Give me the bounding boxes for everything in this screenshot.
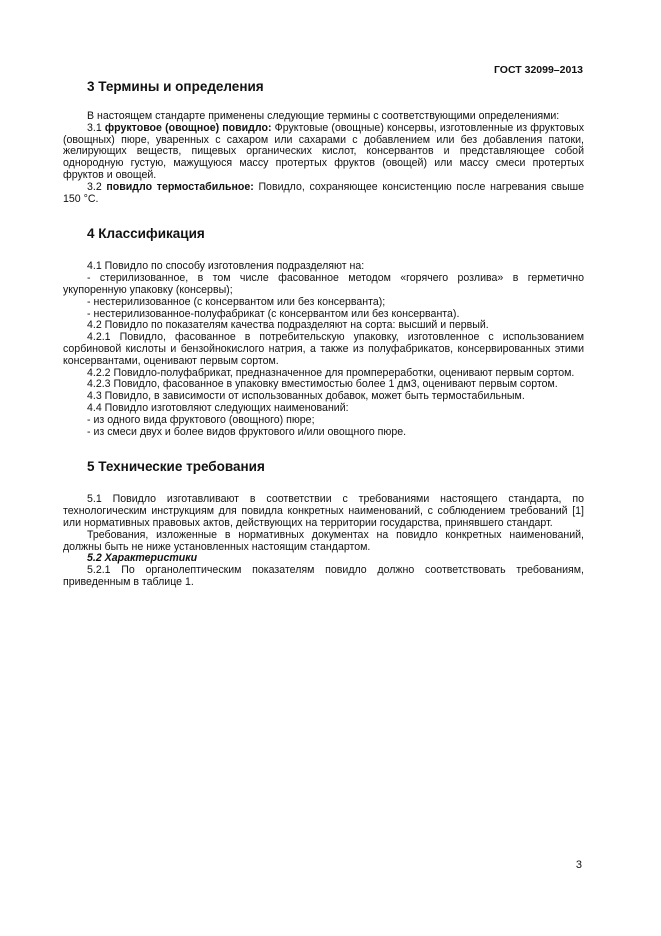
term-3-1 — [63, 123, 584, 182]
paragraph: - из смеси двух и более видов фруктового и/или овощного пюре. — [87, 425, 407, 438]
term-3-1-number: 3.1 — [87, 121, 105, 134]
section-3-heading: 3 Термины и определения — [87, 79, 264, 94]
paragraph: - нестерилизованное-полуфабрикат (с консервантом или без консерванта). — [87, 307, 460, 320]
paragraph: 4.1 Повидло по способу изготовления подразделяют на: — [87, 260, 365, 273]
paragraph: 4.2.1 Повидло, фасованное в потребительскую упаковку, изготовленное с использованием сорбиновой кислоты и бензойнокислого натрия, а также из полуфабрикатов, консервированных этими консервантами, оценивают первым сортом. — [63, 331, 584, 367]
paragraph: 4.3 Повидло, в зависимости от использованных добавок, может быть термостабильным. — [87, 390, 525, 403]
paragraph: - стерилизованное, в том числе фасованное методом «горячего розлива» в герметично укупоренную упаковку (консервы); — [63, 272, 584, 296]
section-3-intro: В настоящем стандарте применены следующие термины с соответствующими определениями: — [87, 110, 560, 122]
paragraph: 4.2 Повидло по показателям качества подразделяют на сорта: высший и первый. — [87, 319, 489, 332]
section-5-heading: 5 Технические требования — [87, 459, 265, 475]
paragraph: - из одного вида фруктового (овощного) пюре; — [87, 413, 315, 426]
paragraph: 4.2.3 Повидло, фасованное в упаковку вместимостью более 1 дм3, оценивают первым сортом. — [87, 378, 558, 391]
paragraph-5-1: 5.1 Повидло изготавливают в соответствии с требованиями настоящего стандарта, по технологическим инструкциям для повидла конкретных наименований, с соблюдением требований [1] или нормативных правовых актов, действующих на территории государства, принявшего стандарт. — [63, 493, 584, 529]
term-3-2-number: 3.2 — [87, 180, 107, 193]
term-3-2-definition: Повидло, сохраняющее консистенцию после нагревания свыше 150 °С. — [63, 180, 584, 205]
term-3-2-name: повидло термостабильное: — [106, 180, 254, 193]
section-4-heading: 4 Классификация — [87, 226, 205, 242]
section-3 — [63, 78, 584, 205]
paragraph: - нестерилизованное (с консервантом или без консерванта); — [87, 295, 386, 308]
page-number: 3 — [575, 859, 582, 871]
term-3-1-definition: Фруктовые (овощные) консервы, изготовленные из фруктовых (овощных) пюре, уваренных с сахаром или сахарами с добавлением или без добавления патоки, желирующих веществ, пищевых органических кислот, консервантов и представляющее собой однородную густую, мажущуюся массу протертых фруктов (овощей) или массу смеси протертых фруктов и овощей. — [63, 121, 585, 181]
paragraph: 4.4 Повидло изготовляют следующих наименований: — [87, 401, 349, 414]
paragraph-5-2-1: 5.2.1 По органолептическим показателям повидло должно соответствовать требованиям, приведенным в таблице 1. — [63, 564, 584, 588]
term-3-2 — [63, 182, 584, 206]
section-4 — [63, 225, 584, 438]
subsection-5-2-heading: 5.2 Характеристики — [87, 552, 198, 565]
paragraph: 4.2.2 Повидло-полуфабрикат, предназначенное для промпереработки, оценивают первым сортом. — [87, 366, 575, 379]
section-5 — [63, 458, 584, 588]
page-content — [63, 78, 584, 589]
term-3-1-name: фруктовое (овощное) повидло: — [104, 121, 272, 134]
standard-code: ГОСТ 32099–2013 — [493, 64, 583, 76]
paragraph-5-1-note: Требования, изложенные в нормативных документах на повидло конкретных наименований, должны быть не ниже установленных настоящим стандартом. — [63, 528, 584, 553]
